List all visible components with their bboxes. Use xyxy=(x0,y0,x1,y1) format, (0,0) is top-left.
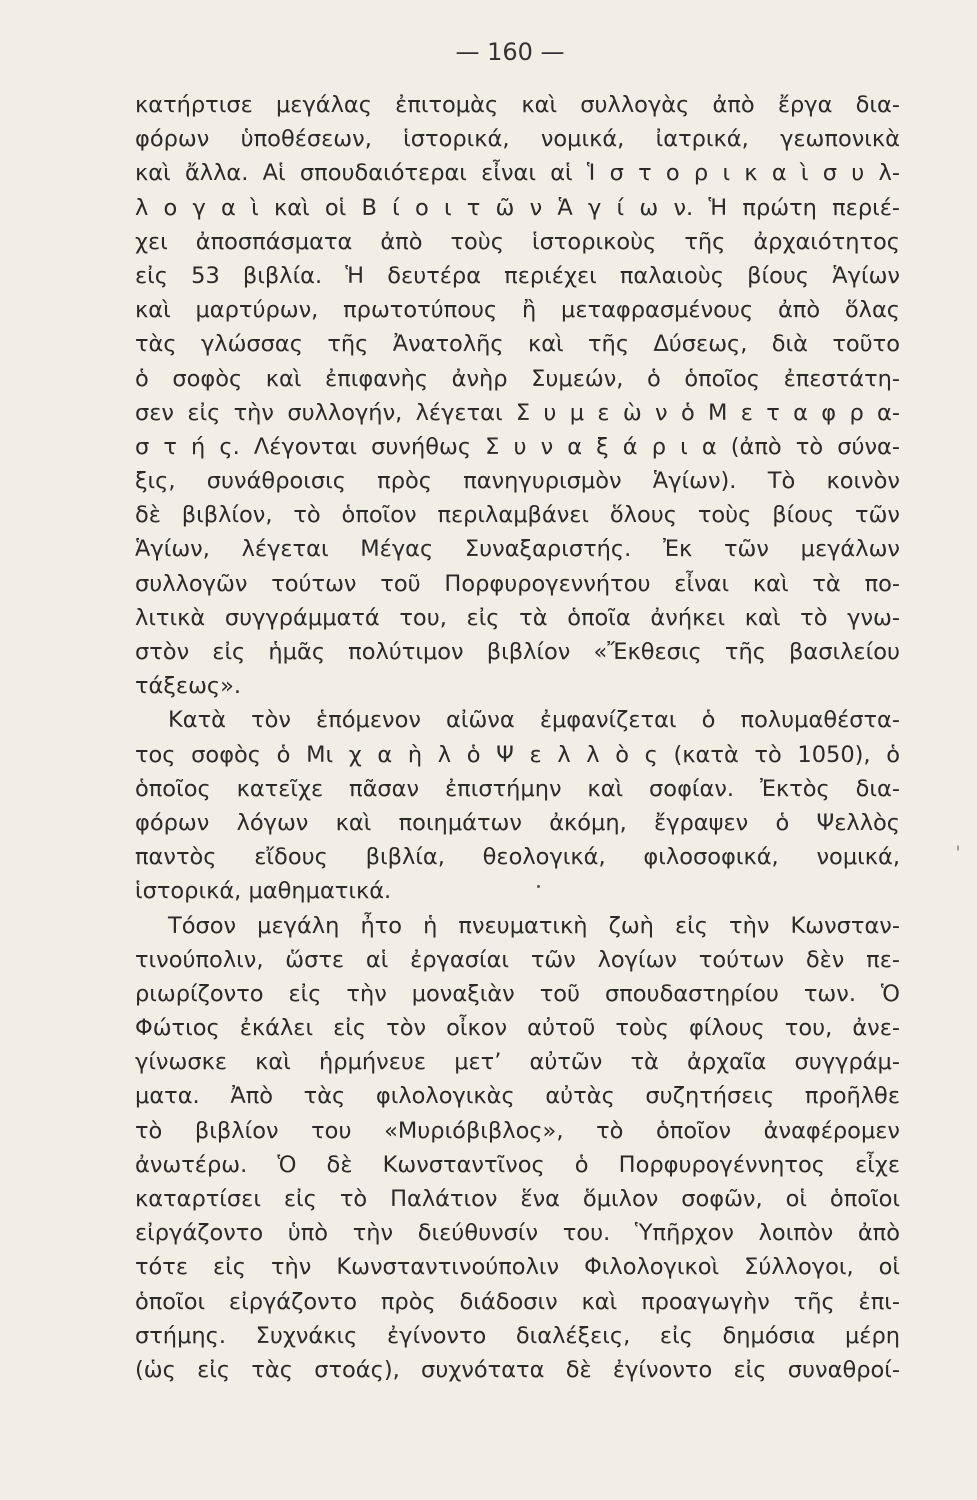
text-line: γίνωσκε καὶ ἡρμήνευε μετ’ αὐτῶν τὰ ἀρχαῖα συγγράμ- xyxy=(135,1049,900,1076)
text-line: ξις, συνάθροισις πρὸς πανηγυρισμὸν Ἁγίων). Τὸ κοινὸν xyxy=(135,468,900,495)
text-line: ριωρίζοντο εἰς τὴν μοναξιὰν τοῦ σπουδαστηρίου των. Ὁ xyxy=(135,980,900,1007)
text-line: τινούπολιν, ὥστε αἱ ἐργασίαι τῶν λογίων τούτων δὲν πε- xyxy=(135,946,900,973)
text-line: εἰς 53 βιβλία. Ἡ δευτέρα περιέχει παλαιοὺς βίους Ἁγίων xyxy=(135,262,900,289)
text-line: (ὡς εἰς τὰς στοάς), συχνότατα δὲ ἐγίνοντο εἰς συναθροί- xyxy=(135,1356,900,1383)
page-number: — 160 — xyxy=(455,38,565,66)
text-line: κατήρτισε μεγάλας ἐπιτομὰς καὶ συλλογὰς ἀπὸ ἔργα δια- xyxy=(135,92,900,118)
text-line: Φώτιος ἐκάλει εἰς τὸν οἶκον αὐτοῦ τοὺς φίλους του, ἀνε- xyxy=(135,1015,900,1042)
text-line: ὁποῖος κατεῖχε πᾶσαν ἐπιστήμην καὶ σοφίαν. Ἐκτὸς δια- xyxy=(135,775,900,802)
ink-speck xyxy=(957,845,959,851)
text-line: καταρτίσει εἰς τὸ Παλάτιον ἕνα ὅμιλον σοφῶν, οἱ ὁποῖοι xyxy=(135,1186,900,1212)
ink-speck xyxy=(537,885,540,888)
text-line: στὸν εἰς ἡμᾶς πολύτιμον βιβλίον «Ἔκθεσις τῆς βασιλείου xyxy=(135,639,900,665)
text-line: Ἁγίων, λέγεται Μέγας Συναξαριστής. Ἐκ τῶν μεγάλων xyxy=(135,536,900,563)
body-text xyxy=(135,88,900,1387)
text-line: παντὸς εἴδους βιβλία, θεολογικά, φιλοσοφικά, νομικά, xyxy=(135,844,900,871)
text-line: λ ο γ α ὶ καὶ οἱ Β ί ο ι τ ῶ ν Ἁ γ ί ω ν. Ἡ πρώτη περιέ- xyxy=(135,194,900,221)
text-line: τάξεως». xyxy=(135,673,242,700)
text-line: σ τ ή ς. Λέγονται συνήθως Σ υ ν α ξ ά ρ ι α (ἀπὸ τὸ σύνα- xyxy=(135,433,900,460)
text-line: ὁποῖοι εἰργάζοντο πρὸς διάδοσιν καὶ προαγωγὴν τῆς ἐπι- xyxy=(135,1288,900,1315)
text-line: φόρων ὑποθέσεων, ἱστορικά, νομικά, ἰατρικά, γεωπονικὰ xyxy=(135,126,900,153)
text-line: λιτικὰ συγγράμματά του, εἰς τὰ ὁποῖα ἀνήκει καὶ τὸ γνω- xyxy=(135,604,900,631)
text-line: Κατὰ τὸν ἑπόμενον αἰῶνα ἐμφανίζεται ὁ πολυμαθέστα- xyxy=(168,707,900,734)
text-line: σεν εἰς τὴν συλλογήν, λέγεται Σ υ μ ε ὼ ν ὁ Μ ε τ α φ ρ α- xyxy=(135,399,900,426)
text-line: Τόσον μεγάλη ἦτο ἡ πνευματικὴ ζωὴ εἰς τὴν Κωνσταν- xyxy=(168,912,900,939)
text-line: τος σοφὸς ὁ Μι χ α ὴ λ ὁ Ψ ε λ λ ὸ ς (κατὰ τὸ 1050), ὁ xyxy=(135,741,900,768)
text-line: χει ἀποσπάσματα ἀπὸ τοὺς ἱστορικοὺς τῆς ἀρχαιότητος xyxy=(135,228,900,255)
text-line: καὶ μαρτύρων, πρωτοτύπους ἢ μεταφρασμένους ἀπὸ ὅλας xyxy=(135,297,900,324)
text-line: στήμης. Συχνάκις ἐγίνοντο διαλέξεις, εἰς δημόσια μέρη xyxy=(135,1322,900,1349)
text-line: καὶ ἄλλα. Αἱ σπουδαιότεραι εἶναι αἱ Ἱ σ τ ο ρ ι κ α ὶ σ υ λ- xyxy=(135,160,900,187)
text-line: εἰργάζοντο ὑπὸ τὴν διεύθυνσίν του. Ὑπῆρχον λοιπὸν ἀπὸ xyxy=(135,1220,900,1247)
text-line: δὲ βιβλίον, τὸ ὁποῖον περιλαμβάνει ὅλους τοὺς βίους τῶν xyxy=(135,502,900,529)
text-line: ὁ σοφὸς καὶ ἐπιφανὴς ἀνὴρ Συμεών, ὁ ὁποῖος ἐπεστάτη- xyxy=(135,365,900,392)
text-line: ματα. Ἀπὸ τὰς φιλολογικὰς αὐτὰς συζητήσεις προῆλθε xyxy=(135,1083,900,1110)
text-line: φόρων λόγων καὶ ποιημάτων ἀκόμη, ἔγραψεν ὁ Ψελλὸς xyxy=(135,809,900,836)
text-line: τὸ βιβλίον του «Μυριόβιβλος», τὸ ὁποῖον ἀναφέρομεν xyxy=(135,1117,900,1144)
text-line: τὰς γλώσσας τῆς Ἀνατολῆς καὶ τῆς Δύσεως, διὰ τοῦτο xyxy=(135,331,900,358)
text-line: τότε εἰς τὴν Κωνσταντινούπολιν Φιλολογικοὶ Σύλλογοι, οἱ xyxy=(135,1254,900,1281)
text-line: ἱστορικά, μαθηματικά. xyxy=(135,878,392,905)
text-line: συλλογῶν τούτων τοῦ Πορφυρογεννήτου εἶναι καὶ τὰ πο- xyxy=(135,570,900,597)
text-line: ἀνωτέρω. Ὁ δὲ Κωνσταντῖνος ὁ Πορφυρογέννητος εἶχε xyxy=(135,1151,900,1178)
